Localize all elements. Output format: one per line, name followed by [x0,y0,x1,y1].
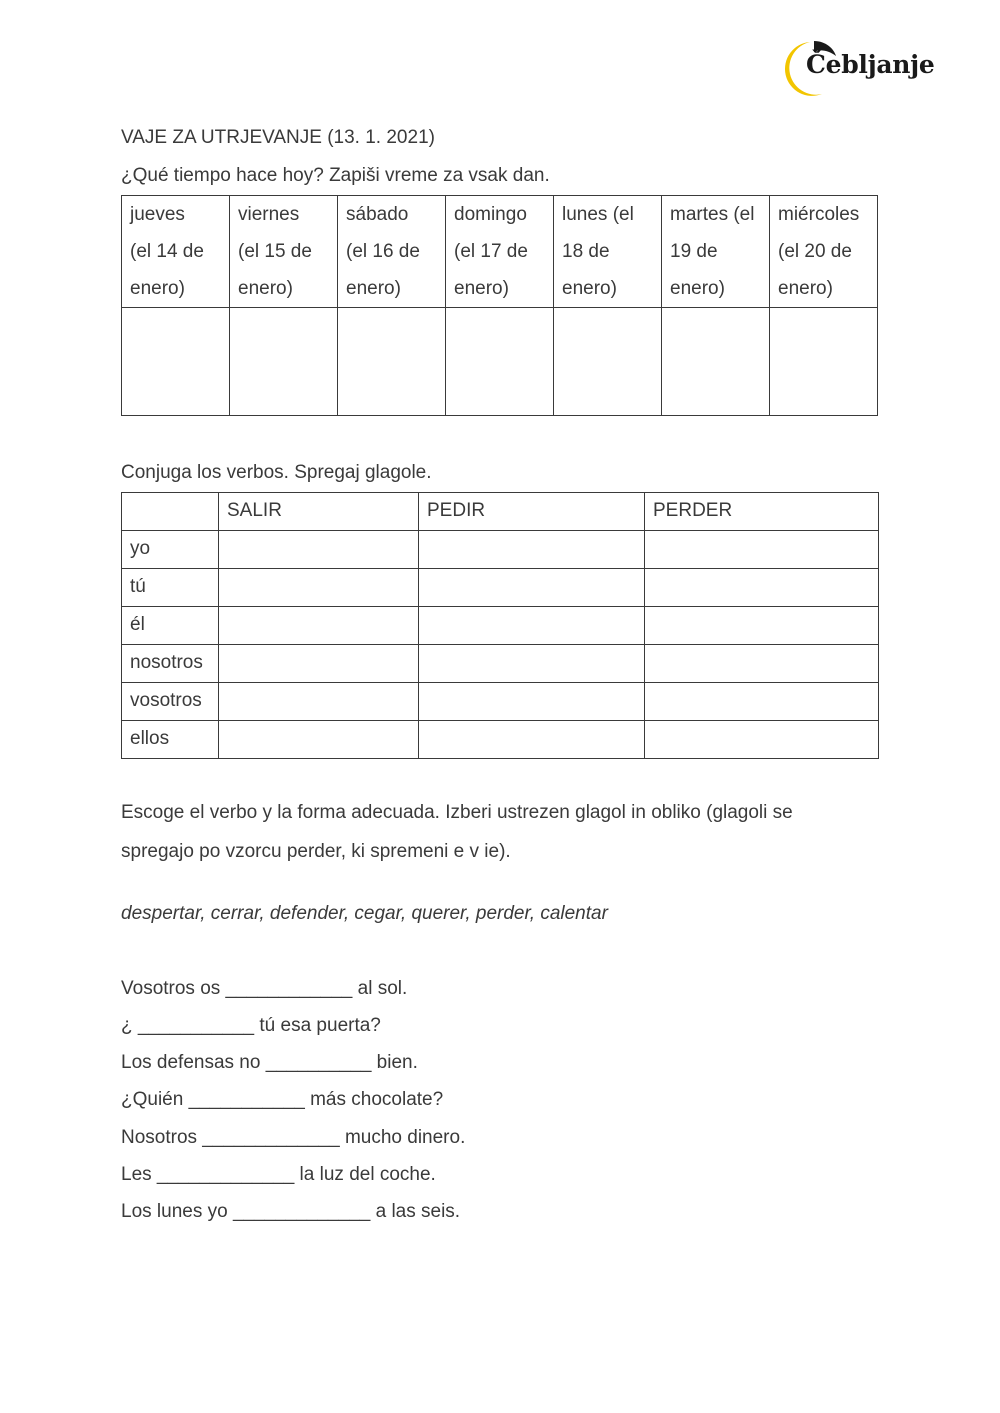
exercise-instruction-line-1: Escoge el verbo y la forma adecuada. Izberi ustrezen glagol in obliko (glagoli se [121,802,793,823]
exercise-sentence[interactable]: ¿Quién ___________ más chocolate? [121,1089,444,1110]
brand-name: Čebljanje [806,50,935,79]
table-row [122,683,879,721]
day-header: martes (el 19 de enero) [662,196,770,308]
answer-cell[interactable] [419,683,645,721]
day-header: miércoles (el 20 de enero) [770,196,878,308]
conjugation-instruction: Conjuga los verbos. Spregaj glagole. [121,462,432,483]
answer-cell[interactable] [219,569,419,607]
weather-answer-cell[interactable] [446,308,554,416]
day-header: sábado (el 16 de enero) [338,196,446,308]
weather-table [121,195,878,416]
exercise-sentence[interactable]: Los defensas no __________ bien. [121,1052,418,1073]
exercise-instruction-line-2: spregajo po vzorcu perder, ki spremeni e v ie). [121,841,511,862]
weather-answer-row [122,308,878,416]
table-row [122,721,879,759]
answer-cell[interactable] [219,721,419,759]
answer-cell[interactable] [419,721,645,759]
pronoun-cell: nosotros [122,645,219,683]
day-header: jueves (el 14 de enero) [122,196,230,308]
weather-answer-cell[interactable] [662,308,770,416]
answer-cell[interactable] [419,569,645,607]
weather-answer-cell[interactable] [122,308,230,416]
answer-cell[interactable] [645,683,879,721]
exercise-sentence[interactable]: ¿ ___________ tú esa puerta? [121,1015,381,1036]
verb-header: SALIR [219,493,419,531]
day-header: viernes (el 15 de enero) [230,196,338,308]
exercise-sentence[interactable]: Nosotros _____________ mucho dinero. [121,1127,466,1148]
answer-cell[interactable] [645,531,879,569]
pronoun-cell: él [122,607,219,645]
answer-cell[interactable] [219,531,419,569]
word-bank: despertar, cerrar, defender, cegar, querer, perder, calentar [121,903,608,924]
table-row [122,645,879,683]
answer-cell[interactable] [419,645,645,683]
weather-answer-cell[interactable] [554,308,662,416]
pronoun-cell: ellos [122,721,219,759]
table-row [122,607,879,645]
exercise-sentence[interactable]: Vosotros os ____________ al sol. [121,978,408,999]
answer-cell[interactable] [645,569,879,607]
worksheet-heading: VAJE ZA UTRJEVANJE (13. 1. 2021) [121,127,435,148]
answer-cell[interactable] [419,607,645,645]
exercise-sentence[interactable]: Los lunes yo _____________ a las seis. [121,1201,461,1222]
pronoun-cell: tú [122,569,219,607]
verb-header: PEDIR [419,493,645,531]
weather-answer-cell[interactable] [338,308,446,416]
conjugation-table [121,492,879,759]
answer-cell[interactable] [419,531,645,569]
corner-cell [122,493,219,531]
table-row [122,531,879,569]
verb-header: PERDER [645,493,879,531]
answer-cell[interactable] [645,645,879,683]
answer-cell[interactable] [645,721,879,759]
exercise-sentence[interactable]: Les _____________ la luz del coche. [121,1164,436,1185]
answer-cell[interactable] [219,607,419,645]
pronoun-cell: vosotros [122,683,219,721]
day-header: domingo (el 17 de enero) [446,196,554,308]
weather-answer-cell[interactable] [230,308,338,416]
answer-cell[interactable] [219,645,419,683]
verb-header-row [122,493,879,531]
answer-cell[interactable] [219,683,419,721]
answer-cell[interactable] [645,607,879,645]
weather-instruction: ¿Qué tiempo hace hoy? Zapiši vreme za vsak dan. [121,165,550,186]
weather-days-row [122,196,878,308]
pronoun-cell: yo [122,531,219,569]
weather-answer-cell[interactable] [770,308,878,416]
day-header: lunes (el 18 de enero) [554,196,662,308]
table-row [122,569,879,607]
